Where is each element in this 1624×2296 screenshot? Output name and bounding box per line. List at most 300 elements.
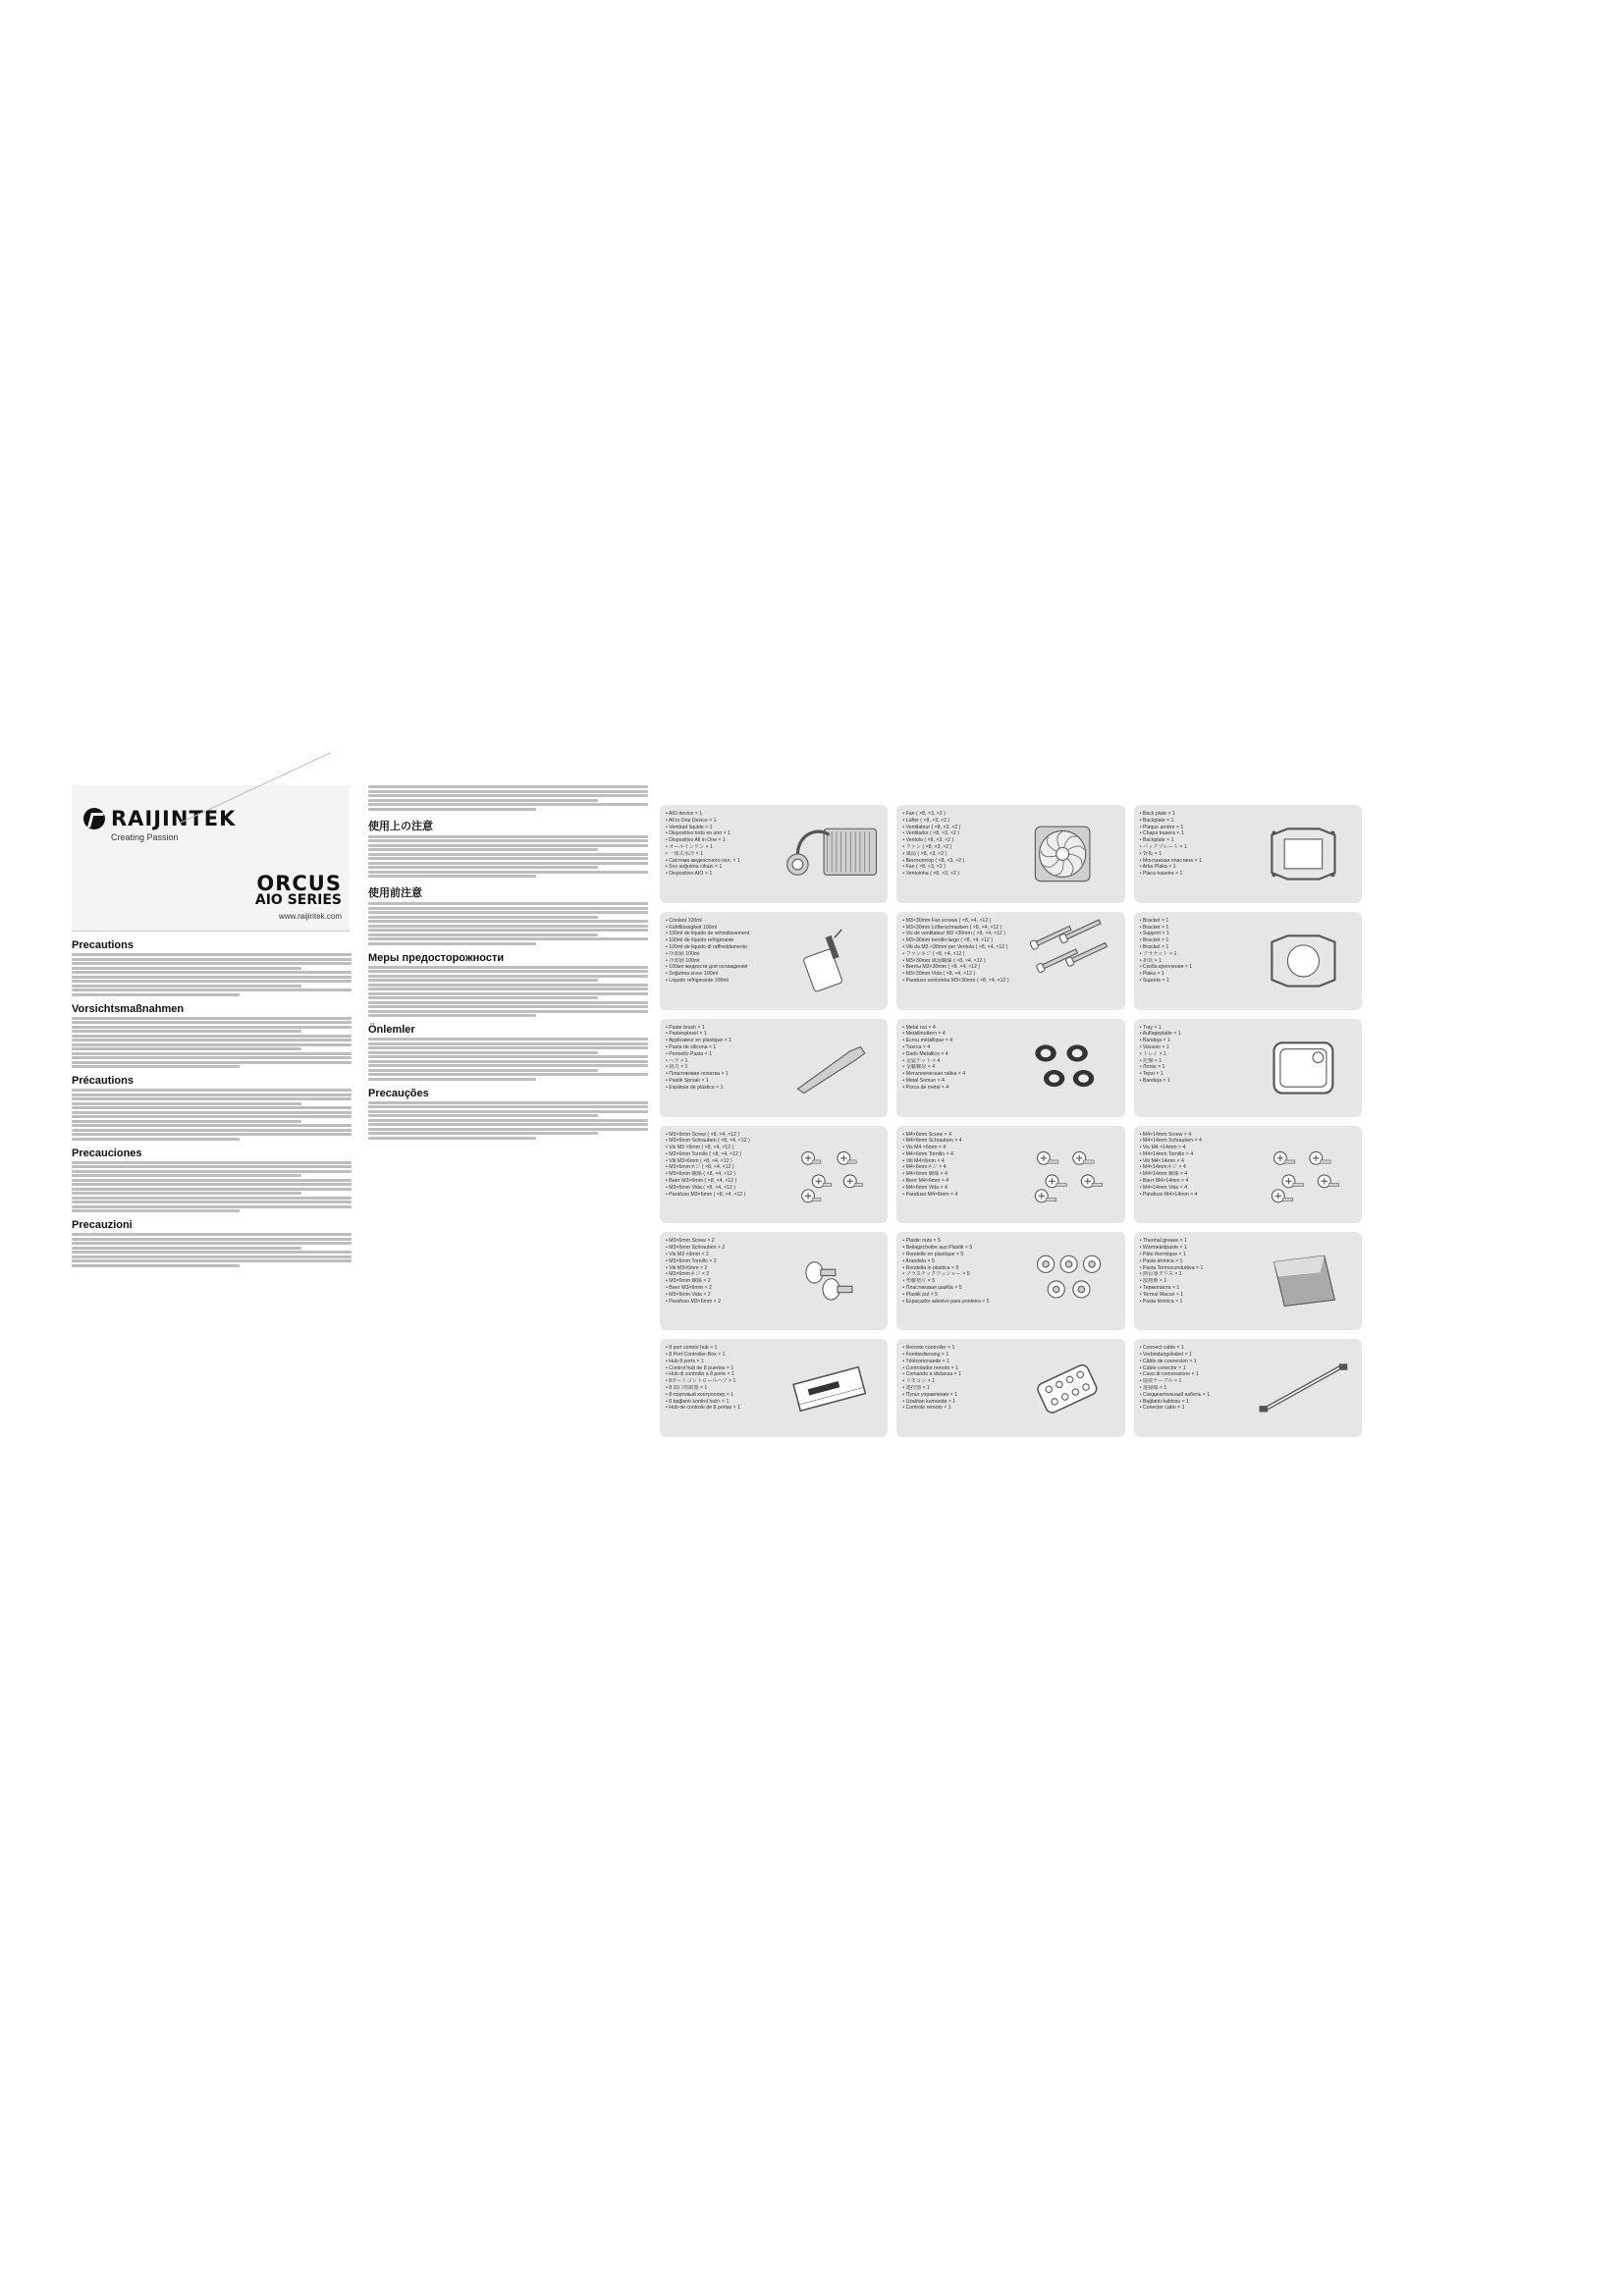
item-label: • Dispositivo todo en uno × 1 xyxy=(666,830,731,837)
text-line xyxy=(72,1017,352,1020)
item-label: • Parafuso M3×6mm ( ×8, ×4, ×12 ) xyxy=(666,1191,746,1198)
package-item-card xyxy=(896,805,1124,903)
item-label: • Viti M3×6mm × 2 xyxy=(666,1264,708,1271)
item-label: • Controle remoto × 1 xyxy=(902,1405,951,1412)
item-label: • 金屬螺母 × 4 xyxy=(902,1064,936,1071)
package-item-card xyxy=(896,1339,1124,1437)
text-line xyxy=(368,799,598,802)
package-item-card xyxy=(1134,1339,1362,1437)
item-label: • Bandeja × 1 xyxy=(1139,1038,1170,1044)
aio-icon xyxy=(777,811,882,897)
item-label: • Dispositivo AIO × 1 xyxy=(666,871,713,878)
paragraph-lines xyxy=(368,902,648,945)
item-label: • Parafuso ventoinha M3×30mm ( ×8, ×4, ×12 ) xyxy=(902,978,1009,984)
item-label: • Controlador remoto × 1 xyxy=(902,1364,959,1371)
item-label: • リモコン × 1 xyxy=(902,1378,936,1385)
screws2-icon xyxy=(777,1238,882,1324)
item-label: • Bracket × 1 xyxy=(1139,944,1169,951)
item-label: • M3×30mm 風扇螺絲 ( ×8, ×4, ×12 ) xyxy=(902,957,986,964)
item-label: • Viti M4×14mm × 4 xyxy=(1139,1157,1184,1164)
text-line xyxy=(368,979,598,982)
section-heading: Precauções xyxy=(368,1087,429,1099)
item-label-list xyxy=(660,1126,785,1199)
item-label: • AIO device × 1 xyxy=(666,811,703,817)
text-line xyxy=(72,1209,240,1212)
paragraph-lines xyxy=(368,1038,648,1081)
item-label: • バックプレート × 1 xyxy=(1139,843,1187,850)
item-label: • Control hub de 8 puertos × 1 xyxy=(666,1364,734,1371)
text-line xyxy=(72,1047,301,1050)
item-label: • Tuerca × 4 xyxy=(902,1044,931,1051)
text-line xyxy=(72,1124,352,1127)
washers-icon xyxy=(1014,1238,1119,1324)
package-item-card xyxy=(896,912,1124,1010)
item-label-list xyxy=(1134,1126,1259,1199)
item-label: • 托盤 × 1 xyxy=(1139,1057,1163,1064)
text-line xyxy=(368,844,648,847)
item-label: • Pasta térmica × 1 xyxy=(1139,1298,1183,1305)
website-url: www.raijintek.com xyxy=(278,912,342,921)
item-label: • Cavo di connessione × 1 xyxy=(1139,1371,1199,1378)
item-label: • Tepsi × 1 xyxy=(1139,1071,1164,1078)
text-line xyxy=(368,1046,648,1049)
text-line xyxy=(72,1133,352,1136)
paragraph-lines xyxy=(72,1233,352,1267)
fan-icon xyxy=(1014,811,1119,897)
item-label: • Монтажная пластина × 1 xyxy=(1139,857,1202,864)
item-label: • Support × 1 xyxy=(1139,931,1169,937)
text-line xyxy=(368,785,648,788)
item-label: • Conector cabo × 1 xyxy=(1139,1405,1185,1412)
item-label: • M4×14mm Vida × 4 xyxy=(1139,1184,1188,1191)
text-line xyxy=(72,1259,352,1262)
item-label: • 100ml de líquido refrigerante xyxy=(666,937,734,944)
item-label: • 散熱膏 × 1 xyxy=(1139,1278,1167,1285)
item-label: • M4×14mm 螺絲 × 4 xyxy=(1139,1171,1188,1178)
text-line xyxy=(72,985,301,988)
text-line xyxy=(368,1137,536,1140)
item-label: • M3×30mm Fan screws ( ×8, ×4, ×12 ) xyxy=(902,917,992,924)
paragraph-lines xyxy=(72,1089,352,1141)
coolant-icon xyxy=(777,918,882,1004)
item-label: • M4×14mm Tornillo × 4 xyxy=(1139,1150,1194,1157)
item-label-list xyxy=(896,805,1021,878)
cable-icon xyxy=(1251,1345,1356,1431)
screws6-icon xyxy=(777,1132,882,1218)
product-title-block xyxy=(255,872,342,921)
text-line xyxy=(72,1043,352,1046)
item-label: • Rondelle en plastique × 5 xyxy=(902,1251,964,1257)
text-line xyxy=(368,790,648,793)
item-label: • Back plate × 1 xyxy=(1139,811,1175,817)
item-label: • Fan ( ×8, ×3, ×2 ) xyxy=(902,811,946,817)
item-label: • Термопаста × 1 xyxy=(1139,1284,1180,1291)
text-line xyxy=(368,937,648,940)
text-line xyxy=(72,1192,301,1195)
item-label: • Rondella in plastica × 5 xyxy=(902,1264,959,1271)
item-label: • M4×6mm 螺絲 × 4 xyxy=(902,1171,947,1178)
item-label: • Система жидкостного охл. × 1 xyxy=(666,857,740,864)
package-item-card xyxy=(660,1019,888,1117)
text-line xyxy=(368,1128,648,1131)
item-label: • Ventilateur ( ×8, ×3, ×2 ) xyxy=(902,824,961,830)
text-line xyxy=(72,1247,301,1250)
text-line xyxy=(368,920,648,923)
text-line xyxy=(368,857,648,860)
brand-logo xyxy=(83,807,236,830)
text-line xyxy=(72,1115,352,1118)
item-label: • Vis M4 ×14mm × 4 xyxy=(1139,1145,1186,1151)
text-line xyxy=(72,1094,352,1096)
item-label: • 8ポートコントロールハブ × 1 xyxy=(666,1378,736,1385)
item-label: • M4×14mmネジ × 4 xyxy=(1139,1164,1186,1171)
text-line xyxy=(368,1132,598,1135)
paragraph-lines xyxy=(368,785,648,811)
item-label: • Viti da M3 ×30mm per Ventola ( ×8, ×4, ×12 ) xyxy=(902,944,1008,951)
text-line xyxy=(368,1060,648,1063)
brand-name: RAIJINTEK xyxy=(111,807,237,830)
item-label: • Ventoinha ( ×8, ×3, ×2 ) xyxy=(902,871,959,878)
item-label-list xyxy=(896,912,1021,985)
item-label: • Plastik pul × 5 xyxy=(902,1291,939,1298)
item-label: • ファンネジ ( ×8, ×4, ×12 ) xyxy=(902,950,965,957)
item-label: • Parafuso M3×6mm × 2 xyxy=(666,1298,722,1305)
text-line xyxy=(368,1069,598,1072)
item-label: • 100мл жидкости для охлаждения xyxy=(666,964,748,971)
item-label: • M3×6mm Screw × 2 xyxy=(666,1238,715,1245)
item-label: • Пульт управления × 1 xyxy=(902,1391,958,1398)
text-line xyxy=(72,1242,352,1245)
item-label: • M3×6mmネジ ( ×8, ×4, ×12 ) xyxy=(666,1164,734,1171)
item-label: • Hub di controllo a 8 porte × 1 xyxy=(666,1371,735,1378)
text-line xyxy=(368,1014,536,1017)
item-label: • Pasta térmica × 1 xyxy=(1139,1257,1183,1264)
text-line xyxy=(72,1170,352,1173)
text-line xyxy=(368,862,648,865)
item-label: • Пластиковая шайба × 5 xyxy=(902,1284,962,1291)
item-label-list xyxy=(896,1339,1021,1412)
item-label-list xyxy=(896,1232,1021,1305)
text-line xyxy=(72,962,352,965)
item-label: • 100ml de liquido di raffreddamento xyxy=(666,944,748,951)
item-label: • Espátula de plástico × 1 xyxy=(666,1084,724,1091)
text-line xyxy=(72,1102,301,1105)
item-label: • Plaque arrière × 1 xyxy=(1139,824,1184,830)
item-label: • 背板 × 1 xyxy=(1139,850,1163,857)
package-item-card xyxy=(1134,912,1362,1010)
text-line xyxy=(72,958,352,961)
text-line xyxy=(368,970,648,973)
text-line xyxy=(368,808,536,811)
item-label: • Металлическая гайка × 4 xyxy=(902,1071,966,1078)
item-label: • M3×6mmネジ × 2 xyxy=(666,1271,710,1278)
section-heading: 使用前注意 xyxy=(368,887,422,899)
item-label: • M3×6mm Vida ( ×8, ×4, ×12 ) xyxy=(666,1184,735,1191)
section-heading: Precauciones xyxy=(72,1147,142,1159)
item-label: • Connect cable × 1 xyxy=(1139,1345,1184,1352)
text-line xyxy=(368,1051,598,1054)
remote-icon xyxy=(1014,1345,1119,1431)
item-label: • Soğutma sıvısı 100ml xyxy=(666,971,719,978)
text-line xyxy=(368,871,648,874)
bracket-icon xyxy=(1251,918,1356,1004)
item-label: • Paste brush × 1 xyxy=(666,1024,705,1031)
tray-icon xyxy=(1251,1025,1356,1111)
text-line xyxy=(368,875,536,878)
text-line xyxy=(368,835,648,838)
item-label: • M4×6mm Screw × 4 xyxy=(902,1131,951,1138)
text-line xyxy=(72,1056,352,1059)
item-label: • Wärmeleitpaste × 1 xyxy=(1139,1245,1187,1252)
item-label: • 100ml de liquide de refroidissement xyxy=(666,931,750,937)
package-item-card xyxy=(660,1232,888,1330)
nuts-icon xyxy=(1014,1025,1119,1111)
section-heading: Vorsichtsmaßnahmen xyxy=(72,1002,185,1015)
item-label: • 連接線 × 1 xyxy=(1139,1384,1167,1391)
text-line xyxy=(368,1110,648,1113)
item-label: • Verbindungskabel × 1 xyxy=(1139,1351,1192,1358)
item-label: • 塑膠墊片 × 5 xyxy=(902,1278,936,1285)
text-line xyxy=(72,1129,352,1132)
text-line xyxy=(368,902,648,905)
item-label-list xyxy=(1134,1019,1259,1085)
paragraph-lines xyxy=(368,835,648,879)
item-label: • 扣具 × 1 xyxy=(1139,957,1163,964)
text-line xyxy=(72,1197,352,1200)
text-line xyxy=(72,1165,352,1168)
text-line xyxy=(368,803,648,806)
item-label: • プラスチックワッシャー × 5 xyxy=(902,1271,970,1278)
package-item-card xyxy=(1134,1019,1362,1117)
item-label: • Pasta Termoconduttiva × 1 xyxy=(1139,1264,1204,1271)
item-label: • Plaka × 1 xyxy=(1139,971,1164,978)
thermal-icon xyxy=(1251,1238,1356,1324)
text-line xyxy=(368,975,648,978)
item-label: • M3×30mm Vida ( ×8, ×4, ×12 ) xyxy=(902,971,976,978)
package-item-card xyxy=(660,1339,888,1437)
item-label: • Lüfter ( ×8, ×3, ×2 ) xyxy=(902,817,950,824)
text-line xyxy=(72,1255,352,1258)
text-line xyxy=(72,1106,352,1109)
text-line xyxy=(72,1264,240,1267)
text-line xyxy=(72,1183,352,1186)
item-label: • Ventirad liquide × 1 xyxy=(666,824,713,830)
screws6b-icon xyxy=(1251,1132,1356,1218)
item-label: • Pennello Pasta × 1 xyxy=(666,1050,712,1057)
item-label: • M3×6mm Vida × 2 xyxy=(666,1291,711,1298)
text-line xyxy=(72,1089,352,1092)
item-label: • 接続ケーブル × 1 xyxy=(1139,1378,1182,1385)
package-item-card xyxy=(896,1232,1124,1330)
section-heading: Меры предосторожности xyxy=(368,951,505,964)
item-label: • Hub de controle de 8 portas × 1 xyxy=(666,1405,741,1412)
item-label: • Vis M3 ×6mm ( ×8, ×4, ×12 ) xyxy=(666,1145,734,1151)
text-line xyxy=(368,1101,648,1104)
text-line xyxy=(368,929,648,932)
item-label: • Ventola ( ×8, ×3, ×2 ) xyxy=(902,837,954,844)
item-label: • Parafuso M4×14mm × 4 xyxy=(1139,1191,1198,1198)
item-label: • トレイ × 1 xyxy=(1139,1050,1167,1057)
text-line xyxy=(72,1030,301,1033)
package-item-card xyxy=(660,1126,888,1224)
item-label: • M3×6mm 螺絲 × 2 xyxy=(666,1278,711,1285)
text-line xyxy=(72,1161,352,1164)
text-line xyxy=(368,916,598,919)
item-label: • 8 port control hub × 1 xyxy=(666,1345,718,1352)
item-label: • Beilagscheibe aus Plastik × 5 xyxy=(902,1245,973,1252)
precautions-text xyxy=(72,933,352,1267)
text-line xyxy=(368,996,598,999)
item-label: • Applicateur en plastique × 1 xyxy=(666,1038,732,1044)
item-label: • Ecrou métallique × 4 xyxy=(902,1038,953,1044)
package-item-card xyxy=(1134,805,1362,903)
item-label: • Pastik Sprsalı × 1 xyxy=(666,1078,709,1085)
item-label: • 金属ナット × 4 xyxy=(902,1057,941,1064)
item-label: • 遙控器 × 1 xyxy=(902,1384,930,1391)
text-line xyxy=(72,993,240,996)
item-label: • 8-портовый контроллер × 1 xyxy=(666,1391,734,1398)
text-line xyxy=(72,1026,352,1029)
text-line xyxy=(72,1205,352,1208)
item-label-list xyxy=(660,1232,785,1305)
item-label: • ファン ( ×8, ×3, ×2 ) xyxy=(902,843,952,850)
item-label: • Placa traseira × 1 xyxy=(1139,871,1183,878)
text-line xyxy=(72,1188,352,1191)
text-line xyxy=(368,839,648,842)
text-line xyxy=(368,988,648,990)
item-label: • Скоба крепления × 1 xyxy=(1139,964,1193,971)
item-label: • M4×14mm Screw × 4 xyxy=(1139,1131,1192,1138)
text-line xyxy=(72,976,352,979)
item-label: • 刮刀 × 1 xyxy=(666,1064,688,1071)
text-line xyxy=(72,967,301,970)
item-label: • Arka Plaka × 1 xyxy=(1139,864,1176,871)
item-label: • Tray × 1 xyxy=(1139,1024,1162,1031)
item-label: • Соединительный кабель × 1 xyxy=(1139,1391,1211,1398)
decorative-line xyxy=(180,752,331,824)
item-label: • M3×6mm Tornillo × 2 xyxy=(666,1257,717,1264)
item-label: • M3×6mm Schrauben × 2 xyxy=(666,1245,726,1252)
item-label: • ヘラ × 1 xyxy=(666,1057,688,1064)
section-heading: 使用上の注意 xyxy=(368,820,433,832)
item-label: • 風扇 ( ×8, ×3, ×2 ) xyxy=(902,850,947,857)
item-label: • Sıvı soğutma cihazı × 1 xyxy=(666,864,723,871)
item-label: • Pâte thermique × 1 xyxy=(1139,1251,1186,1257)
item-label: • Pastenpinsel × 1 xyxy=(666,1031,707,1038)
text-line xyxy=(368,1123,648,1126)
item-label: • 冷却液 100ml xyxy=(666,957,700,964)
item-label: • Porca de metal × 4 xyxy=(902,1084,949,1091)
spatula-icon xyxy=(777,1025,882,1111)
package-item-card xyxy=(660,912,888,1010)
text-line xyxy=(368,866,598,869)
item-label: • M4×6mm Tornillo × 4 xyxy=(902,1150,953,1157)
text-line xyxy=(368,984,648,987)
item-label: • 8 Port Controller-Box × 1 xyxy=(666,1351,726,1358)
item-label-list xyxy=(1134,1339,1259,1412)
item-label: • Cable conector × 1 xyxy=(1139,1364,1186,1371)
text-line xyxy=(368,1073,648,1076)
text-line xyxy=(368,1114,598,1117)
hub-icon xyxy=(777,1345,882,1431)
item-label: • Dado Metallico × 4 xyxy=(902,1050,948,1057)
item-label: • Bracket × 1 xyxy=(1139,937,1169,944)
text-line xyxy=(72,953,352,956)
text-line xyxy=(368,911,648,914)
product-series: AIO SERIES xyxy=(254,892,342,908)
text-line xyxy=(72,1179,352,1182)
item-label: • Parafuso M4×6mm × 4 xyxy=(902,1191,958,1198)
item-label: • Винт M4×6mm × 4 xyxy=(902,1178,949,1185)
item-label-list xyxy=(1134,1232,1259,1305)
package-item-card xyxy=(1134,1232,1362,1330)
item-label: • M4×6mm Vida × 4 xyxy=(902,1184,947,1191)
text-line xyxy=(72,1039,352,1041)
item-label: • Винт M4×14mm × 4 xyxy=(1139,1178,1189,1185)
product-name: ORCUS xyxy=(256,872,342,895)
item-label: • Metal Somun × 4 xyxy=(902,1078,945,1085)
item-label: • Suporte × 1 xyxy=(1139,978,1169,984)
text-line xyxy=(72,1120,301,1123)
section-heading: Precauzioni xyxy=(72,1219,133,1231)
paragraph-lines xyxy=(72,1017,352,1069)
screws6b-icon xyxy=(1014,1132,1119,1218)
text-line xyxy=(72,980,352,983)
text-line xyxy=(72,1138,240,1141)
text-line xyxy=(368,1055,648,1058)
item-label: • 8 bağlantı kontrol hub'ı × 1 xyxy=(666,1398,730,1405)
item-label: • All in One Device × 1 xyxy=(666,817,717,824)
item-label: • M3×6mm Screw ( ×8, ×4, ×12 ) xyxy=(666,1131,740,1138)
text-line xyxy=(72,971,352,974)
item-label: • Câble de connexion × 1 xyxy=(1139,1358,1197,1364)
item-label: • M4×6mmネジ × 4 xyxy=(902,1164,947,1171)
text-line xyxy=(368,925,648,928)
item-label: • Líquido refrigerante 100ml xyxy=(666,978,729,984)
precautions-text-2 xyxy=(368,785,648,1140)
text-line xyxy=(368,934,598,936)
item-label: • 一体式水冷 × 1 xyxy=(666,850,703,857)
text-line xyxy=(368,1038,648,1041)
paragraph-lines xyxy=(72,953,352,996)
item-label: • Backplate × 1 xyxy=(1139,837,1174,844)
item-label-list xyxy=(1134,912,1259,985)
text-line xyxy=(72,1021,352,1024)
text-line xyxy=(72,1201,352,1203)
item-label: • Thermal grease × 1 xyxy=(1139,1238,1187,1245)
item-label: • Fernbedienung × 1 xyxy=(902,1351,949,1358)
paragraph-lines xyxy=(368,1101,648,1140)
item-label: • Viti M4×6mm × 4 xyxy=(902,1157,945,1164)
item-label: • Arandela × 5 xyxy=(902,1257,935,1264)
item-label: • M3×30mm tornillo largo ( ×8, ×4, ×12 ) xyxy=(902,937,994,944)
text-line xyxy=(72,1065,240,1068)
section-heading: Önlemler xyxy=(368,1024,415,1036)
item-label: • Bracket × 1 xyxy=(1139,917,1169,924)
precautions-column-1 xyxy=(69,785,353,1463)
item-label: • Ventilador ( ×8, ×3, ×2 ) xyxy=(902,830,959,837)
item-label: • Fan ( ×8, ×3, ×2 ) xyxy=(902,864,946,871)
item-label: • M4×14mm Schrauben × 4 xyxy=(1139,1138,1202,1145)
text-line xyxy=(368,1010,648,1013)
text-line xyxy=(72,1251,352,1254)
item-label-list xyxy=(896,1126,1021,1199)
item-label: • Вентилятор ( ×8, ×3, ×2 ) xyxy=(902,857,965,864)
item-label: • M3×30mm Lüfterschrauben ( ×8, ×4, ×12 ) xyxy=(902,924,1002,931)
text-line xyxy=(368,907,648,910)
item-label: • 熱伝導グリス × 1 xyxy=(1139,1271,1182,1278)
text-line xyxy=(72,988,352,991)
